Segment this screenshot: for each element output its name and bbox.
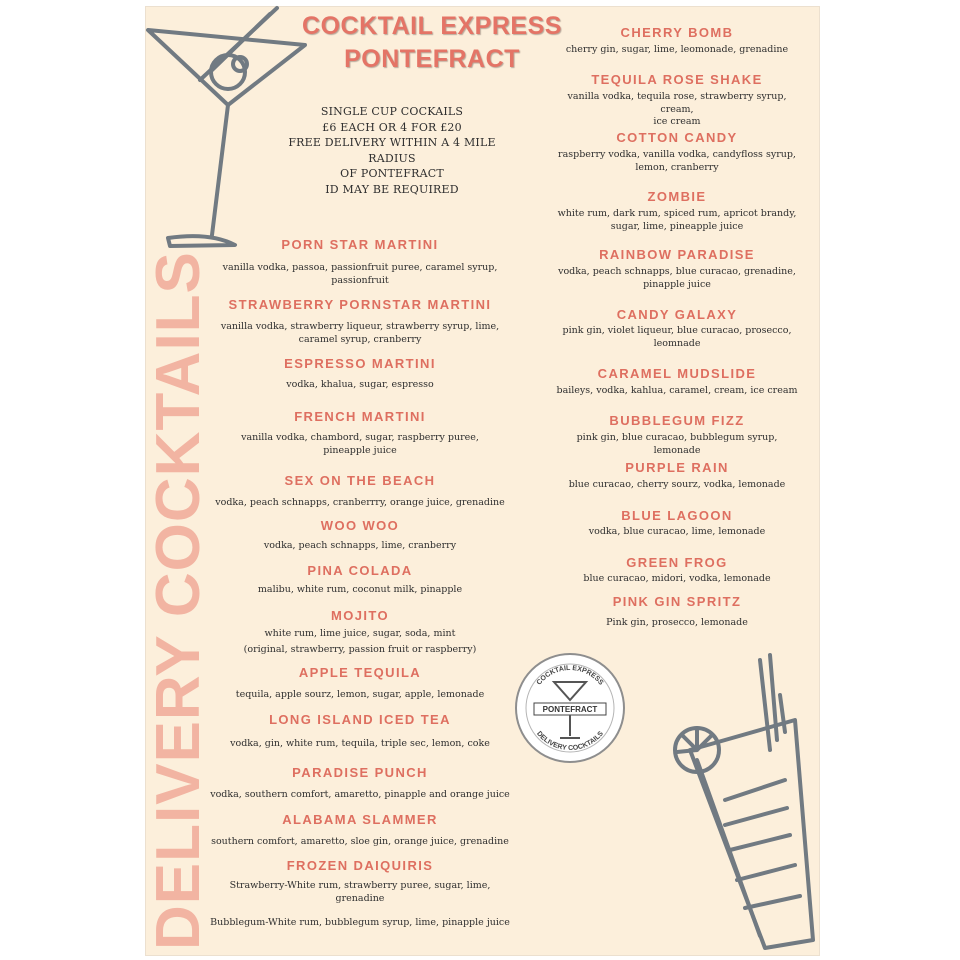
cocktail-name: STRAWBERRY PORNSTAR MARTINI <box>228 297 492 312</box>
cocktail-name: GREEN FROG <box>626 555 728 570</box>
vertical-title: DELIVERY COCKTAILS <box>144 251 213 950</box>
cocktail-name: COTTON CANDY <box>616 130 738 145</box>
cocktail-ingredients: vanilla vodka, passoa, passionfruit puree, caramel syrup, passionfruit <box>222 262 498 286</box>
cocktail-name: LONG ISLAND ICED TEA <box>269 712 451 727</box>
cocktail-ingredients: Strawberry-White rum, strawberry puree, sugar, lime, grenadine Bubblegum-White rum, bubblegum syrup, lime, pinapple juice <box>210 880 510 928</box>
cocktail-name: CANDY GALAXY <box>616 307 738 322</box>
cocktail-name: MOJITO <box>330 608 389 623</box>
cocktail-name: BUBBLEGUM FIZZ <box>609 413 745 428</box>
cocktail-name: APPLE TEQUILA <box>298 665 422 680</box>
cocktail-ingredients: vodka, blue curacao, lime, lemonade <box>588 526 766 537</box>
info-line: £6 EACH OR 4 FOR £20 <box>322 120 462 134</box>
logo-badge <box>514 652 626 764</box>
logo-middle-text: PONTEFRACT <box>542 705 598 714</box>
info-line: OF PONTEFRACT <box>340 167 444 180</box>
cocktail-name: RAINBOW PARADISE <box>599 247 755 262</box>
cocktail-ingredients: vodka, peach schnapps, lime, cranberry <box>263 540 457 551</box>
cocktail-ingredients: Pink gin, prosecco, lemonade <box>606 617 748 628</box>
cocktail-name: ZOMBIE <box>647 189 707 204</box>
cocktail-ingredients: baileys, vodka, kahlua, caramel, cream, ice cream <box>556 385 798 396</box>
cocktail-name: CHERRY BOMB <box>620 25 734 40</box>
cocktail-ingredients: southern comfort, amaretto, sloe gin, orange juice, grenadine <box>211 836 509 847</box>
cocktail-ingredients: vodka, southern comfort, amaretto, pinapple and orange juice <box>210 789 510 800</box>
cocktail-ingredients: vanilla vodka, strawberry liqueur, strawberry syrup, lime, caramel syrup, cranberry <box>220 321 500 345</box>
info-line: ID MAY BE REQUIRED <box>325 182 459 196</box>
cocktail-name: PINA COLADA <box>307 563 413 578</box>
highball-glass-icon <box>665 640 825 960</box>
cocktail-ingredients: blue curacao, cherry sourz, vodka, lemonade <box>568 479 786 490</box>
cocktail-ingredients: vodka, peach schnapps, cranberrry, orange juice, grenadine <box>215 497 505 508</box>
cocktail-ingredients: vanilla vodka, tequila rose, strawberry syrup, cream, ice cream <box>567 91 787 127</box>
cocktail-name: CARAMEL MUDSLIDE <box>597 366 757 381</box>
cocktail-name: SEX ON THE BEACH <box>284 473 436 488</box>
cocktail-name: ALABAMA SLAMMER <box>282 812 438 827</box>
cocktail-name: PURPLE RAIN <box>625 460 729 475</box>
cocktail-name: TEQUILA ROSE SHAKE <box>591 72 763 87</box>
cocktail-ingredients: vanilla vodka, chambord, sugar, raspberry puree, pineapple juice <box>241 432 479 456</box>
cocktail-name: ESPRESSO MARTINI <box>284 356 436 371</box>
info-line: FREE DELIVERY WITHIN A 4 MILE RADIUS <box>288 136 496 165</box>
logo-top-text: COCKTAIL EXPRESS <box>535 664 605 687</box>
logo-bottom-text: DELIVERY COCKTAILS <box>535 730 605 753</box>
info-block <box>272 104 512 197</box>
cocktail-name: PARADISE PUNCH <box>292 765 428 780</box>
cocktail-ingredients: raspberry vodka, vanilla vodka, candyfloss syrup, lemon, cranberry <box>558 149 796 173</box>
cocktail-ingredients: vodka, gin, white rum, tequila, triple sec, lemon, coke <box>230 738 490 749</box>
cocktail-name: FROZEN DAIQUIRIS <box>286 858 434 873</box>
page-title: COCKTAIL EXPRESS <box>302 12 562 40</box>
cocktail-ingredients: vodka, peach schnapps, blue curacao, grenadine, pinapple juice <box>558 266 796 290</box>
page-subtitle: PONTEFRACT <box>344 45 520 73</box>
cocktail-name: PORN STAR MARTINI <box>281 237 439 252</box>
cocktail-ingredients: tequila, apple sourz, lemon, sugar, apple, lemonade <box>235 689 485 700</box>
cocktail-ingredients: pink gin, blue curacao, bubblegum syrup, lemonade <box>576 432 778 456</box>
cocktail-ingredients: cherry gin, sugar, lime, leomonade, grenadine <box>565 44 789 55</box>
cocktail-ingredients: blue curacao, midori, vodka, lemonade <box>583 573 771 584</box>
cocktail-ingredients: vodka, khalua, sugar, espresso <box>286 379 434 390</box>
cocktail-name: PINK GIN SPRITZ <box>612 594 742 609</box>
cocktail-ingredients: white rum, dark rum, spiced rum, apricot brandy, sugar, lime, pineapple juice <box>557 208 797 232</box>
cocktail-name: BLUE LAGOON <box>621 508 733 523</box>
info-line: SINGLE CUP COCKAILS <box>320 105 464 118</box>
cocktail-ingredients: white rum, lime juice, sugar, soda, mint (original, strawberry, passion fruit or raspberry) <box>243 628 477 655</box>
cocktail-ingredients: malibu, white rum, coconut milk, pinapple <box>257 584 463 595</box>
cocktail-name: WOO WOO <box>320 518 400 533</box>
cocktail-name: FRENCH MARTINI <box>294 409 426 424</box>
cocktail-ingredients: pink gin, violet liqueur, blue curacao, prosecco, leomnade <box>562 325 792 349</box>
